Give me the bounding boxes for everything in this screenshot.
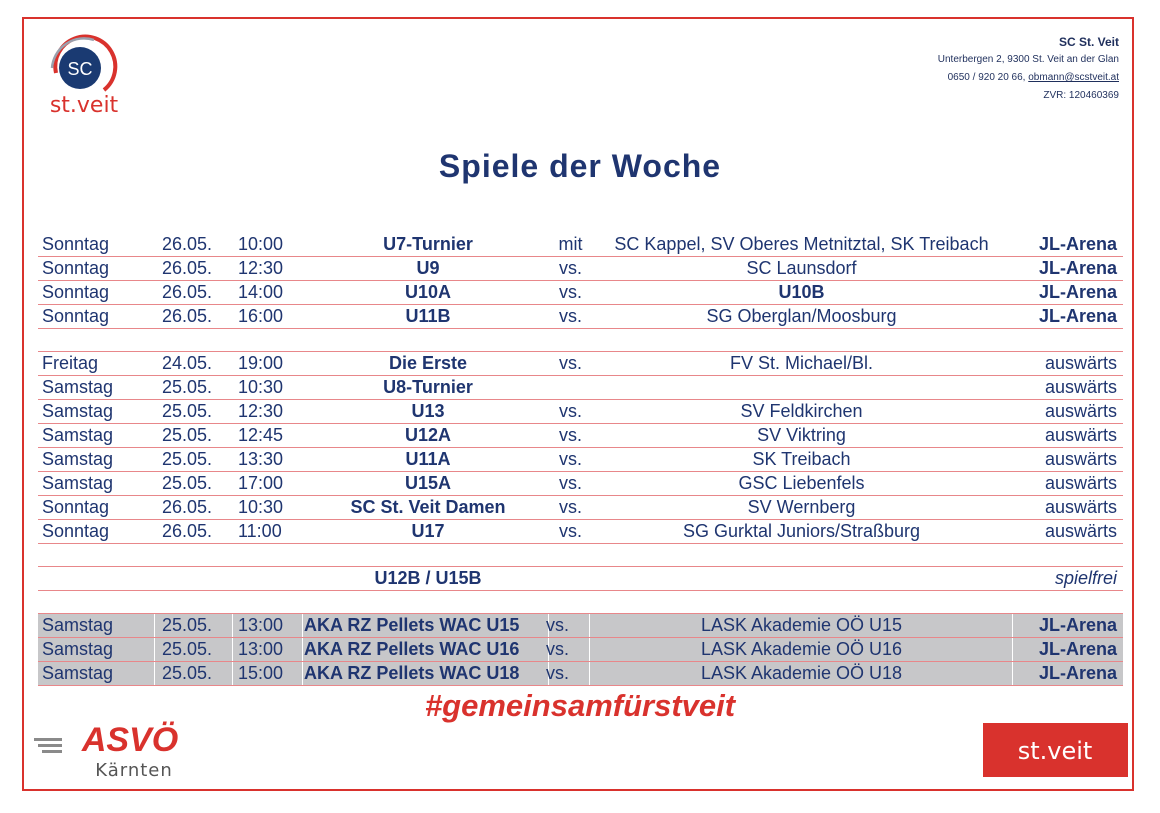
day: Samstag bbox=[42, 425, 114, 445]
team: AKA RZ Pellets WAC U15 bbox=[304, 615, 520, 635]
time: 13:00 bbox=[238, 615, 284, 635]
versus: vs. bbox=[546, 639, 570, 659]
team: AKA RZ Pellets WAC U16 bbox=[304, 639, 520, 659]
versus: mit bbox=[558, 234, 583, 254]
date: 25.05. bbox=[162, 639, 213, 659]
opponent: SG Gurktal Juniors/Straßburg bbox=[682, 521, 921, 541]
team: U10A bbox=[404, 282, 452, 302]
club-zvr: ZVR: 120460369 bbox=[1043, 90, 1119, 101]
table-row bbox=[38, 496, 1123, 520]
time: 11:00 bbox=[238, 521, 282, 541]
cell-divider bbox=[154, 614, 155, 637]
opponent: SG Oberglan/Moosburg bbox=[706, 306, 897, 326]
opponent: SV Feldkirchen bbox=[740, 401, 863, 421]
day: Samstag bbox=[42, 449, 114, 469]
st-veit-logo-box bbox=[983, 723, 1128, 777]
time: 10:30 bbox=[238, 377, 284, 397]
venue: JL-Arena bbox=[1038, 234, 1117, 254]
date: 26.05. bbox=[162, 282, 213, 302]
versus: vs. bbox=[558, 473, 582, 493]
time: 12:30 bbox=[238, 258, 284, 278]
table-row bbox=[38, 257, 1123, 281]
time: 19:00 bbox=[238, 353, 284, 373]
st-veit-wordmark: st.veit bbox=[1017, 737, 1093, 765]
day: Sonntag bbox=[42, 497, 110, 517]
cell-divider bbox=[232, 638, 233, 661]
table-row-academy bbox=[38, 638, 1123, 662]
table-row bbox=[38, 448, 1123, 472]
cell-divider bbox=[232, 614, 233, 637]
page-title: Spiele der Woche bbox=[438, 148, 722, 184]
logo-badge-text: SC bbox=[67, 59, 93, 79]
date: 25.05. bbox=[162, 663, 213, 683]
day: Samstag bbox=[42, 473, 114, 493]
venue: auswärts bbox=[1044, 401, 1117, 421]
table-row-academy bbox=[38, 662, 1123, 686]
venue: auswärts bbox=[1044, 521, 1117, 541]
versus: vs. bbox=[546, 663, 570, 683]
day: Sonntag bbox=[42, 234, 110, 254]
club-name: SC St. Veit bbox=[1058, 35, 1119, 49]
opponent: SC Kappel, SV Oberes Metnitztal, SK Treibach bbox=[614, 234, 989, 254]
venue: auswärts bbox=[1044, 377, 1117, 397]
date: 26.05. bbox=[162, 306, 213, 326]
versus: vs. bbox=[558, 282, 582, 302]
venue: auswärts bbox=[1044, 353, 1117, 373]
day: Freitag bbox=[42, 353, 99, 373]
versus: vs. bbox=[546, 615, 570, 635]
sc-st-veit-logo bbox=[34, 28, 134, 118]
day: Samstag bbox=[42, 663, 114, 683]
table-row-academy bbox=[38, 614, 1123, 638]
day: Samstag bbox=[42, 639, 114, 659]
table-row-free bbox=[38, 567, 1123, 591]
team: AKA RZ Pellets WAC U18 bbox=[304, 663, 520, 683]
cell-divider bbox=[154, 662, 155, 685]
asvo-kaernten-logo bbox=[34, 718, 190, 784]
venue: JL-Arena bbox=[1038, 615, 1117, 635]
versus: vs. bbox=[558, 401, 582, 421]
time: 17:00 bbox=[238, 473, 284, 493]
hashtag-slogan: #gemeinsamfürstveit bbox=[424, 688, 736, 723]
cell-divider bbox=[302, 638, 303, 661]
team: U15A bbox=[404, 473, 452, 493]
date: 25.05. bbox=[162, 425, 213, 445]
schedule-table bbox=[38, 233, 1123, 686]
logo-wordmark: st.veit bbox=[49, 93, 119, 118]
contact-block bbox=[938, 33, 1119, 105]
team: U12A bbox=[404, 425, 452, 445]
venue: auswärts bbox=[1044, 473, 1117, 493]
time: 12:45 bbox=[238, 425, 284, 445]
day: Samstag bbox=[42, 615, 114, 635]
venue: JL-Arena bbox=[1038, 663, 1117, 683]
versus: vs. bbox=[558, 449, 582, 469]
cell-divider bbox=[232, 662, 233, 685]
section-divider bbox=[38, 329, 1123, 352]
table-row bbox=[38, 281, 1123, 305]
table-row bbox=[38, 376, 1123, 400]
date: 24.05. bbox=[162, 353, 213, 373]
time: 10:30 bbox=[238, 497, 284, 517]
time: 15:00 bbox=[238, 663, 284, 683]
opponent: SV Wernberg bbox=[747, 497, 856, 517]
opponent: LASK Akademie OÖ U16 bbox=[700, 639, 903, 659]
venue: JL-Arena bbox=[1038, 282, 1117, 302]
cell-divider bbox=[1012, 662, 1013, 685]
club-address: Unterbergen 2, 9300 St. Veit an der Glan bbox=[937, 54, 1119, 65]
opponent: LASK Akademie OÖ U18 bbox=[700, 663, 903, 683]
team: U7-Turnier bbox=[383, 234, 473, 254]
opponent: SK Treibach bbox=[752, 449, 851, 469]
asvo-region: Kärnten bbox=[95, 760, 173, 781]
cell-divider bbox=[154, 638, 155, 661]
versus: vs. bbox=[558, 521, 582, 541]
time: 10:00 bbox=[238, 234, 284, 254]
club-phone-email bbox=[938, 69, 1119, 87]
cell-divider bbox=[302, 662, 303, 685]
venue: spielfrei bbox=[1054, 568, 1117, 588]
date: 25.05. bbox=[162, 449, 213, 469]
versus: vs. bbox=[558, 306, 582, 326]
club-email-link[interactable]: obmann@scstveit.at bbox=[1028, 72, 1119, 83]
venue: auswärts bbox=[1044, 497, 1117, 517]
opponent: FV St. Michael/Bl. bbox=[729, 353, 874, 373]
date: 26.05. bbox=[162, 497, 213, 517]
versus: vs. bbox=[558, 497, 582, 517]
venue: auswärts bbox=[1044, 425, 1117, 445]
section-divider bbox=[38, 544, 1123, 567]
opponent: LASK Akademie OÖ U15 bbox=[700, 615, 903, 635]
section-divider bbox=[38, 591, 1123, 614]
time: 14:00 bbox=[238, 282, 284, 302]
opponent: SV Viktring bbox=[757, 425, 846, 445]
day: Samstag bbox=[42, 401, 114, 421]
date: 25.05. bbox=[162, 401, 213, 421]
cell-divider bbox=[1012, 614, 1013, 637]
table-row bbox=[38, 520, 1123, 544]
opponent: GSC Liebenfels bbox=[738, 473, 865, 493]
versus: vs. bbox=[558, 258, 582, 278]
day: Sonntag bbox=[42, 258, 110, 278]
table-row bbox=[38, 400, 1123, 424]
team: U8-Turnier bbox=[383, 377, 473, 397]
date: 25.05. bbox=[162, 473, 213, 493]
versus: vs. bbox=[558, 425, 582, 445]
day: Samstag bbox=[42, 377, 114, 397]
day: Sonntag bbox=[42, 282, 110, 302]
asvo-wordmark: ASVÖ bbox=[81, 721, 179, 759]
team: U11B bbox=[405, 306, 451, 326]
team: U9 bbox=[416, 258, 440, 278]
venue: auswärts bbox=[1044, 449, 1117, 469]
time: 13:00 bbox=[238, 639, 284, 659]
table-row bbox=[38, 472, 1123, 496]
club-phone: 0650 / 920 20 66, bbox=[947, 72, 1026, 83]
table-row bbox=[38, 305, 1123, 329]
cell-divider bbox=[302, 614, 303, 637]
date: 25.05. bbox=[162, 377, 213, 397]
venue: JL-Arena bbox=[1038, 258, 1117, 278]
table-row bbox=[38, 352, 1123, 376]
cell-divider bbox=[1012, 638, 1013, 661]
date: 26.05. bbox=[162, 234, 213, 254]
date: 26.05. bbox=[162, 521, 213, 541]
table-row bbox=[38, 424, 1123, 448]
team: U13 bbox=[411, 401, 445, 421]
date: 25.05. bbox=[162, 615, 213, 635]
team: U11A bbox=[405, 449, 451, 469]
day: Sonntag bbox=[42, 521, 110, 541]
team: SC St. Veit Damen bbox=[350, 497, 506, 517]
time: 12:30 bbox=[238, 401, 284, 421]
time: 16:00 bbox=[238, 306, 284, 326]
table-row bbox=[38, 233, 1123, 257]
team: Die Erste bbox=[388, 353, 468, 373]
versus: vs. bbox=[558, 353, 582, 373]
opponent: SC Launsdorf bbox=[746, 258, 857, 278]
st-veit-logo bbox=[983, 723, 1128, 777]
day: Sonntag bbox=[42, 306, 110, 326]
opponent: U10B bbox=[778, 282, 825, 302]
venue: JL-Arena bbox=[1038, 306, 1117, 326]
team: U17 bbox=[411, 521, 445, 541]
team: U12B / U15B bbox=[374, 568, 482, 588]
date: 26.05. bbox=[162, 258, 213, 278]
time: 13:30 bbox=[238, 449, 284, 469]
venue: JL-Arena bbox=[1038, 639, 1117, 659]
